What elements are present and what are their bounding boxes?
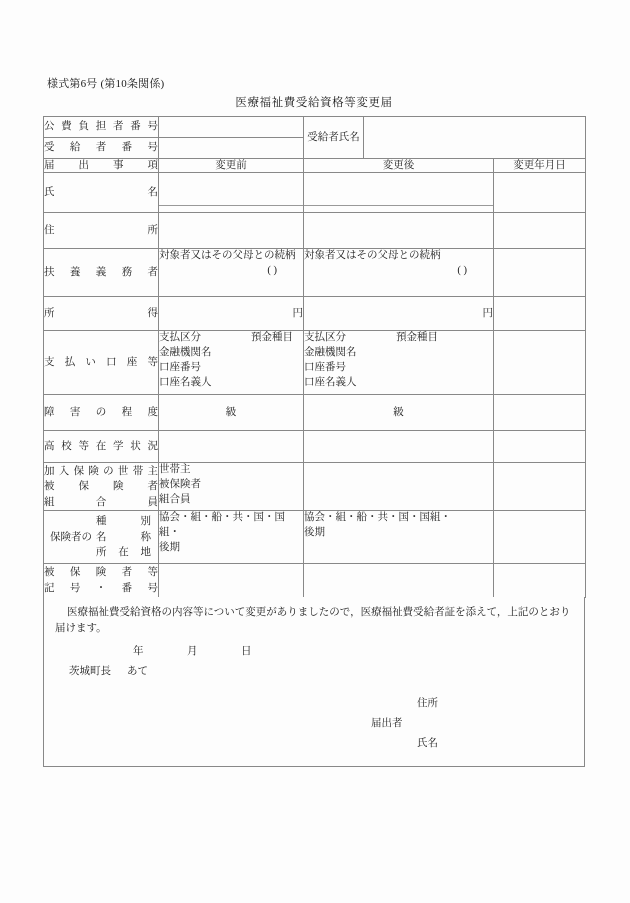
col-header-after: 変更後 — [304, 159, 494, 173]
supporter-before-value[interactable] — [159, 249, 304, 297]
bank-name-label: 金融機関名 — [159, 347, 212, 359]
income-after-value[interactable]: 円 — [304, 297, 494, 331]
account-number-label: 口座番号 — [304, 362, 346, 374]
recipient-name-value[interactable] — [364, 117, 586, 159]
insurer-location-label: 所在地 — [96, 546, 151, 558]
row-kohi-number — [44, 117, 586, 138]
bank-after-line-1 — [304, 331, 493, 346]
bank-account-before-value[interactable] — [159, 331, 304, 395]
col-header-date: 変更年月日 — [494, 159, 586, 173]
income-before-value[interactable]: 円 — [159, 297, 304, 331]
address-before-value[interactable] — [159, 213, 304, 249]
table-row — [44, 431, 586, 463]
insurer-type-options-line-1[interactable]: 協会・組・船・共・国・国組・ — [304, 512, 451, 524]
insurance-householder-before-value[interactable] — [159, 463, 304, 511]
deposit-type-label: 預金種目 — [251, 332, 293, 344]
date-day-label: 日 — [241, 645, 252, 657]
signer-name-label[interactable]: 氏名 — [417, 737, 438, 749]
row-label-school-status: 高校等在学状況 — [44, 431, 159, 463]
kohi-number-label: 公費負担者番号 — [44, 117, 159, 138]
row-label-disability-grade: 障害の程度 — [44, 395, 159, 431]
disability-after-value[interactable]: 級 — [304, 395, 494, 431]
insurer-type-options-line-2[interactable]: 後期 — [304, 527, 325, 539]
declaration-text: 医療福祉費受給資格の内容等について変更がありましたので，医療福祉費受給者証を添えて，上記のとおり届けます。 — [55, 607, 571, 635]
signer-label: 届出者 — [371, 718, 403, 729]
table-row — [44, 249, 586, 297]
school-status-change-date[interactable] — [494, 431, 586, 463]
recipient-number-label: 受給者番号 — [44, 138, 159, 159]
row-label-supporter: 扶養義務者 — [44, 249, 159, 297]
row-label-address: 住所 — [44, 213, 159, 249]
disability-change-date[interactable] — [494, 395, 586, 431]
payment-type-label: 支払区分 — [304, 332, 346, 344]
signer-name-row — [371, 734, 573, 754]
table-row — [44, 297, 586, 331]
declaration-date-line[interactable] — [55, 644, 573, 660]
insurer-type-label: 種別 — [96, 516, 151, 528]
insurance-householder-line-2: 被保険者 — [44, 481, 158, 493]
declaration-body — [44, 597, 584, 754]
date-month-label: 月 — [187, 645, 198, 657]
income-change-date[interactable] — [494, 297, 586, 331]
address-change-date[interactable] — [494, 213, 586, 249]
insurer-after-value[interactable] — [304, 511, 494, 564]
insurer-type-options-line-2[interactable]: 後期 — [159, 542, 180, 554]
account-number-label: 口座番号 — [159, 362, 201, 374]
date-year-label: 年 — [133, 645, 144, 657]
insurance-householder-after-value[interactable] — [304, 463, 494, 511]
table-row — [44, 331, 586, 395]
supporter-before-relation-label: 対象者又はその父母との続柄 — [159, 250, 296, 262]
signer-label-row — [371, 714, 573, 734]
supporter-before-relation-input[interactable]: ( ) — [267, 265, 277, 277]
kohi-number-value[interactable] — [159, 117, 304, 138]
change-notification-table — [43, 116, 586, 598]
row-label-insurance-householder — [44, 463, 159, 511]
signer-address-label[interactable]: 住所 — [417, 698, 438, 710]
supporter-after-value[interactable] — [304, 249, 494, 297]
recipient-name-label: 受給者氏名 — [304, 117, 364, 159]
insured-symbol-line-1: 被保険者等 — [44, 567, 158, 579]
table-row — [44, 564, 586, 598]
row-column-headers — [44, 159, 586, 173]
insurer-type-options-line-1[interactable]: 協会・組・船・共・国・国組・ — [159, 512, 285, 539]
table-row — [44, 213, 586, 249]
name-change-date[interactable] — [494, 173, 586, 213]
insurer-lead-label: 保険者の — [50, 531, 92, 543]
bank-before-line-1 — [159, 331, 303, 346]
school-status-after-value[interactable] — [304, 431, 494, 463]
declaration-box — [43, 597, 585, 767]
insurance-householder-change-date[interactable] — [494, 463, 586, 511]
bank-account-change-date[interactable] — [494, 331, 586, 395]
supporter-after-relation-input[interactable]: ( ) — [457, 265, 467, 277]
name-after-value[interactable] — [304, 173, 494, 213]
table-row — [44, 173, 586, 213]
signer-block — [55, 694, 573, 754]
insured-symbol-after-value[interactable] — [304, 564, 494, 598]
row-label-name: 氏名 — [44, 173, 159, 213]
table-row — [44, 511, 586, 564]
union-member-label: 組合員 — [159, 494, 191, 506]
insurer-name-label: 名称 — [96, 531, 151, 543]
col-header-item: 届出事項 — [44, 160, 158, 171]
insured-symbol-before-value[interactable] — [159, 564, 304, 598]
form-number: 様式第6号 (第10条関係) — [47, 78, 165, 90]
bank-account-after-value[interactable] — [304, 331, 494, 395]
name-before-value[interactable] — [159, 173, 304, 213]
insured-symbol-line-2: 記号・番号 — [44, 582, 158, 594]
insurance-householder-line-3: 組合員 — [44, 496, 158, 508]
addressee-name: 茨城町長 — [69, 665, 111, 677]
account-holder-label: 口座名義人 — [159, 377, 212, 389]
address-after-value[interactable] — [304, 213, 494, 249]
supporter-after-relation-label: 対象者又はその父母との続柄 — [304, 250, 441, 262]
addressee-suffix: あて — [127, 665, 148, 677]
declaration-addressee-line — [55, 664, 573, 680]
disability-before-value[interactable]: 級 — [159, 395, 304, 431]
insurer-sublabels — [96, 514, 151, 560]
school-status-before-value[interactable] — [159, 431, 304, 463]
deposit-type-label: 預金種目 — [396, 332, 438, 344]
recipient-number-value[interactable] — [159, 138, 304, 159]
col-header-before: 変更前 — [159, 159, 304, 173]
row-label-insured-symbol-number — [44, 564, 159, 598]
insurer-before-value[interactable] — [159, 511, 304, 564]
document-title: 医療福祉費受給資格等変更届 — [235, 97, 393, 109]
row-label-insurer — [44, 511, 159, 564]
supporter-change-date[interactable] — [494, 249, 586, 297]
insured-symbol-change-date[interactable] — [494, 564, 586, 598]
row-label-bank-account: 支払い口座等 — [44, 331, 159, 395]
payment-type-label: 支払区分 — [159, 332, 201, 344]
insured-person-label: 被保険者 — [159, 479, 201, 491]
bank-name-label: 金融機関名 — [304, 347, 357, 359]
insurer-label-group — [44, 511, 158, 563]
table-row — [44, 463, 586, 511]
table-row — [44, 395, 586, 431]
account-holder-label: 口座名義人 — [304, 377, 357, 389]
row-label-income: 所得 — [44, 297, 159, 331]
insurer-change-date[interactable] — [494, 511, 586, 564]
signer-address-row — [371, 694, 573, 714]
insurance-householder-line-1: 加入保険の世帯主 — [44, 466, 158, 478]
householder-label: 世帯主 — [159, 464, 191, 476]
